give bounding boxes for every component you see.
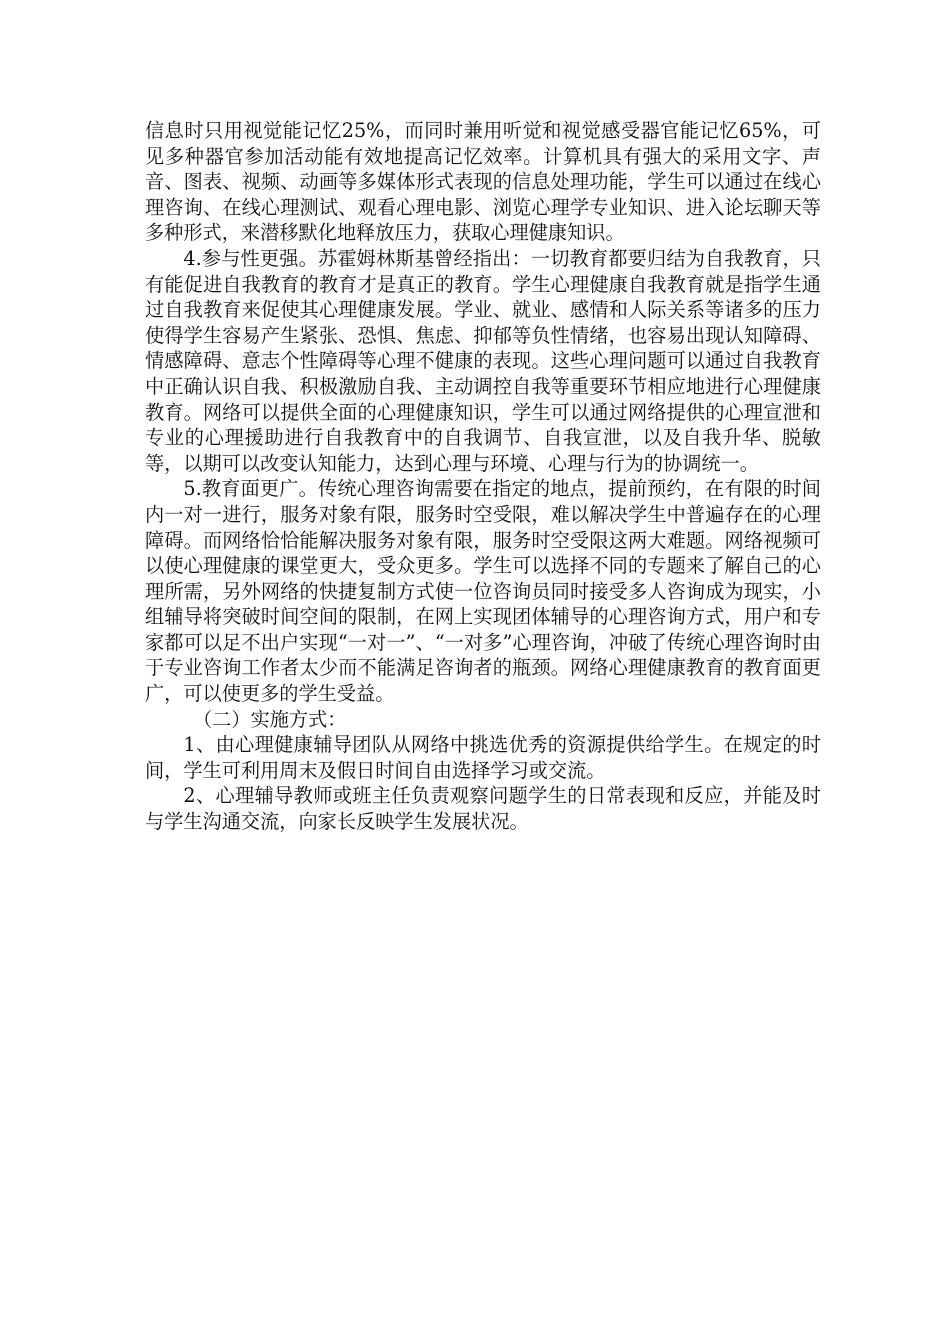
paragraph-method-2: 2、心理辅导教师或班主任负责观察问题学生的日常表现和反应，并能及时与学生沟通交流，向家长反映学生发展状况。 (145, 784, 821, 834)
section-heading-implementation: （二）实施方式： (193, 707, 347, 731)
paragraph-point-4: 4.参与性更强。苏霍姆林斯基曾经指出：一切教育都要归结为自我教育，只有能促进自我教育的教育才是真正的教育。学生心理健康自我教育就是指学生通过自我教育来促使其心理健康发展。学业、就业、感情和人际关系等诸多的压力使得学生容易产生紧张、恐惧、焦虑、抑郁等负性情绪，也容易出现认知障碍、情感障碍、意志个性障碍等心理不健康的表现。这些心理问题可以通过自我教育中正确认识自我、积极激励自我、主动调控自我等重要环节相应地进行心理健康教育。网络可以提供全面的心理健康知识，学生可以通过网络提供的心理宣泄和专业的心理援助进行自我教育中的自我调节、自我宣泄，以及自我升华、脱敏等，以期可以改变认知能力，达到心理与环境、心理与行为的协调统一。 (145, 246, 821, 475)
paragraph-continuation: 信息时只用视觉能记忆25%，而同时兼用听觉和视觉感受器官能记忆65%，可见多种器官参加活动能有效地提高记忆效率。计算机具有强大的采用文字、声音、图表、视频、动画等多媒体形式表现的信息处理功能，学生可以通过在线心理咨询、在线心理测试、观看心理电影、浏览心理学专业知识、进入论坛聊天等多种形式，来潜移默化地释放压力，获取心理健康知识。 (145, 119, 821, 245)
document-page (145, 118, 821, 835)
paragraph-point-5: 5.教育面更广。传统心理咨询需要在指定的地点，提前预约，在有限的时间内一对一进行，服务对象有限，服务时空受限，难以解决学生中普遍存在的心理障碍。而网络恰恰能解决服务对象有限，服务时空受限这两大难题。网络视频可以使心理健康的课堂更大，受众更多。学生可以选择不同的专题来了解自己的心理所需，另外网络的快捷复制方式使一位咨询员同时接受多人咨询成为现实，小组辅导将突破时间空间的限制，在网上实现团体辅导的心理咨询方式，用户和专家都可以足不出户实现“一对一”、“一对多”心理咨询，冲破了传统心理咨询时由于专业咨询工作者太少而不能满足咨询者的瓶颈。网络心理健康教育的教育面更广，可以使更多的学生受益。 (145, 477, 821, 706)
paragraph-method-1: 1、由心理健康辅导团队从网络中挑选优秀的资源提供给学生。在规定的时间，学生可利用周末及假日时间自由选择学习或交流。 (145, 733, 821, 782)
